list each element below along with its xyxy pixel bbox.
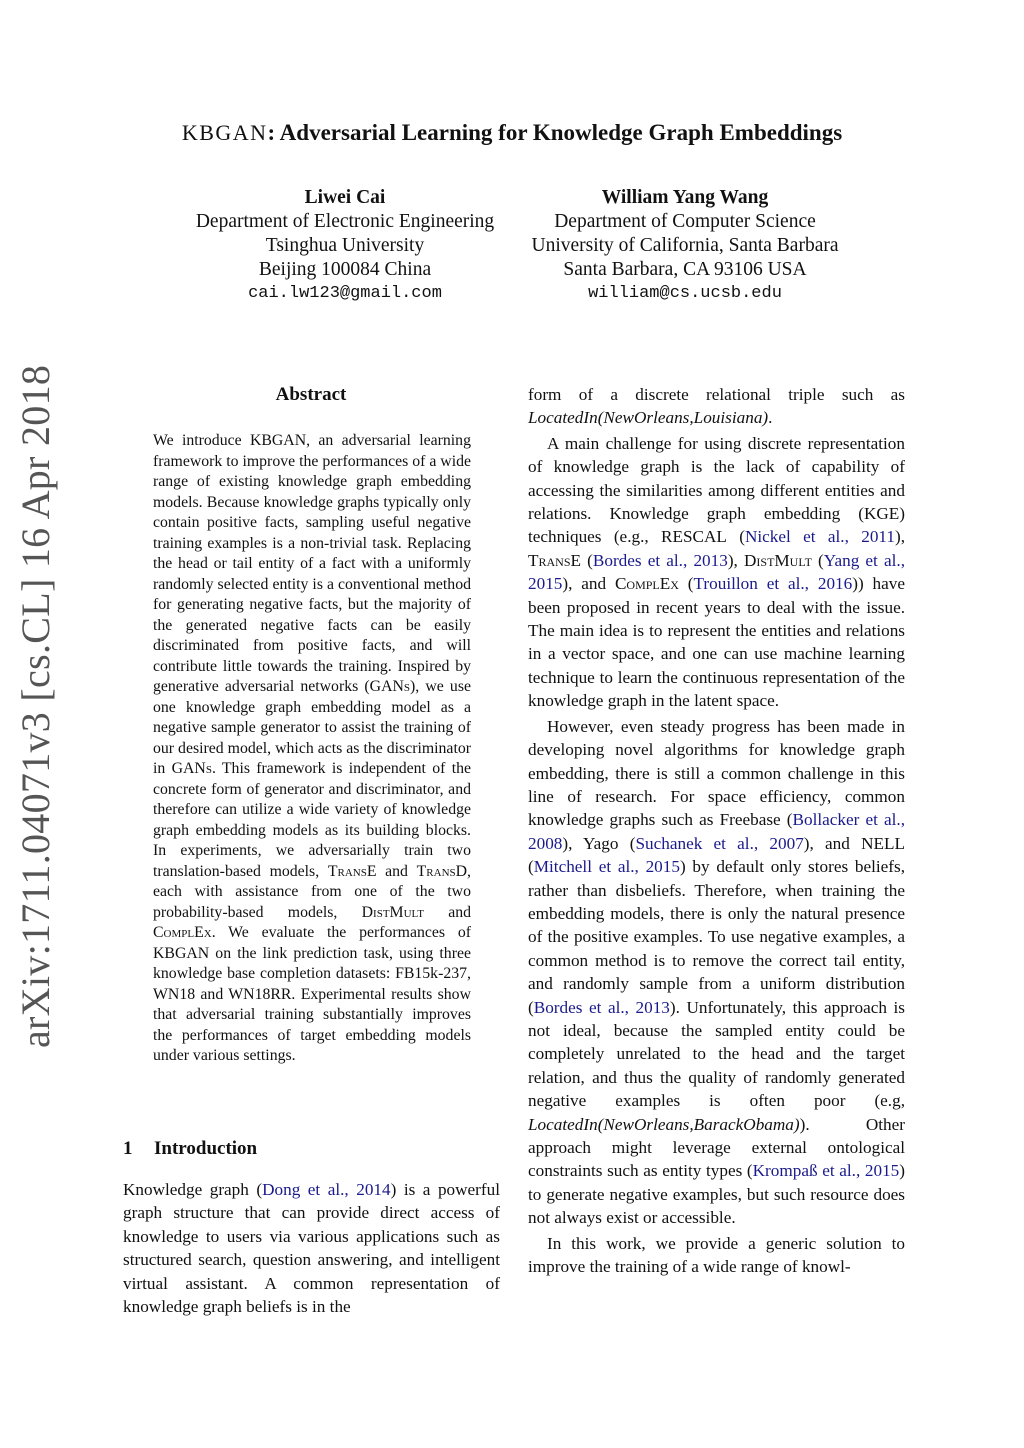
abstract-heading: Abstract — [275, 384, 347, 405]
intro-paragraph-3: However, even steady progress has been made in developing novel algorithms for knowledge graph embedding, there is still a common challenge in this line of research. For space efficiency, common knowledge graphs such as Freebase (Bollacker et al., 2008), Yago (Suchanek et al., 2007), and NELL (Mitchell et al., 2015) by default only stores beliefs, rather than disbeliefs. Therefore, when training the embedding models, there is only the natural presence of the positive examples. To use negative examples, a common method is to remove the correct tail entity, and randomly sample from a uniform distribution (Bordes et al., 2013). Unfortunately, this approach is not ideal, because the sampled entity could be completely unrelated to the head and the target relation, and thus the quality of randomly generated negative examples is often poor (e.g, LocatedIn(NewOrleans,BarackObama)). Other approach might leverage external ontological constraints such as entity types (Krompaß et al., 2015) to generate negative examples, but such resource does not always exist or accessible. — [528, 716, 906, 1228]
section-heading-introduction — [123, 1137, 503, 1161]
arxiv-identifier-stamp: arXiv:1711.04071v3 [cs.CL] 16 Apr 2018 — [13, 364, 58, 1048]
author-address: Santa Barbara, CA 93106 USA — [563, 259, 807, 280]
example-triple: LocatedIn(NewOrleans,BarackObama) — [528, 1114, 800, 1134]
author-name: Liwei Cai — [304, 187, 386, 208]
citation-link[interactable]: Krompaß et al., 2015 — [752, 1161, 900, 1181]
intro-column-left — [123, 1178, 500, 1320]
intro-column-right — [528, 383, 905, 1280]
intro-paragraph-2: A main challenge for using discrete representation of knowledge graph is the lack of capability of accessing the similarities among different entities and relations. Knowledge graph embedding (KGE) techniques (e.g., RESCAL (Nickel et al., 2011), TransE (Bordes et al., 2013), DistMult (Yang et al., 2015), and ComplEx (Trouillon et al., 2016)) have been proposed in recent years to deal with the issue. The main idea is to represent the entities and relations in a vector space, and one can use machine learning technique to learn the continuous representation of the knowledge graph in the latent space. — [528, 433, 905, 711]
author-institution: University of California, Santa Barbara — [531, 235, 839, 256]
intro-paragraph-1-part-1: Knowledge graph (Dong et al., 2014) is a powerful graph structure that can provide direct access of knowledge to users via various applications such as structured search, question answering, and intelligent virtual assistant. A common representation of knowledge graph beliefs is in the — [123, 1180, 500, 1317]
author-department: Department of Electronic Engineering — [195, 211, 495, 232]
author-address: Beijing 100084 China — [258, 259, 432, 280]
section-number: 1 — [123, 1138, 133, 1159]
citation-link[interactable]: Yang et al., 2015 — [528, 550, 905, 594]
author-institution: Tsinghua University — [265, 235, 425, 256]
citation-link[interactable]: Nickel et al., 2011 — [744, 527, 895, 547]
section-title: Introduction — [154, 1138, 258, 1159]
abstract-body — [153, 431, 471, 1067]
citation-link[interactable]: Bordes et al., 2013 — [533, 997, 670, 1017]
title-text: : Adversarial Learning for Knowledge Graph Embeddings — [267, 120, 843, 145]
intro-paragraph-4: In this work, we provide a generic solution to improve the training of a wide range of knowl- — [528, 1233, 905, 1277]
citation-link[interactable]: Mitchell et al., 2015 — [533, 857, 680, 877]
citation-link[interactable]: Trouillon et al., 2016 — [693, 574, 853, 594]
example-triple: LocatedIn(NewOrleans,Louisiana) — [528, 408, 769, 428]
citation-link[interactable]: Suchanek et al., 2007 — [635, 833, 804, 853]
intro-paragraph-1-part-2: form of a discrete relational triple such as LocatedIn(NewOrleans,Louisiana). — [528, 385, 905, 428]
author-email: william@cs.ucsb.edu — [588, 284, 782, 303]
citation-link[interactable]: Dong et al., 2014 — [262, 1180, 391, 1199]
citation-link[interactable]: Bollacker et al., 2008 — [528, 810, 905, 853]
author-email: cai.lw123@gmail.com — [248, 284, 442, 303]
author-department: Department of Computer Science — [554, 211, 816, 232]
title-system-name: KBGAN — [181, 120, 268, 145]
paper-title — [0, 118, 1024, 148]
author-block-1 — [166, 186, 524, 306]
author-block-2 — [506, 186, 864, 306]
citation-link[interactable]: Bordes et al., 2013 — [592, 550, 728, 570]
author-name: William Yang Wang — [601, 187, 769, 208]
abstract-paragraph: We introduce KBGAN, an adversarial learning framework to improve the performances of a wide range of existing knowledge graph embedding models. Because knowledge graphs typically only contain positive facts, sampling useful negative training examples is a non-trivial task. Replacing the head or tail entity of a fact with a uniformly randomly selected entity is a conventional method for generating negative facts, but the majority of the generated negative facts can be easily discriminated from positive facts, and will contribute little towards the training. Inspired by generative adversarial networks (GANs), we use one knowledge graph embedding model as a negative sample generator to assist the training of our desired model, which acts as the discriminator in GANs. This framework is independent of the concrete form of generator and discriminator, and therefore can utilize a wide variety of knowledge graph embedding models as its building blocks. In experiments, we adversarially train two translation-based models, TransE and TransD, each with assistance from one of the two probability-based models, DistMult and ComplEx. We evaluate the performances of KBGAN on the link prediction task, using three knowledge base completion datasets: FB15k-237, WN18 and WN18RR. Experimental results show that adversarial training substantially improves the performances of target embedding models under various settings. — [153, 432, 472, 1064]
